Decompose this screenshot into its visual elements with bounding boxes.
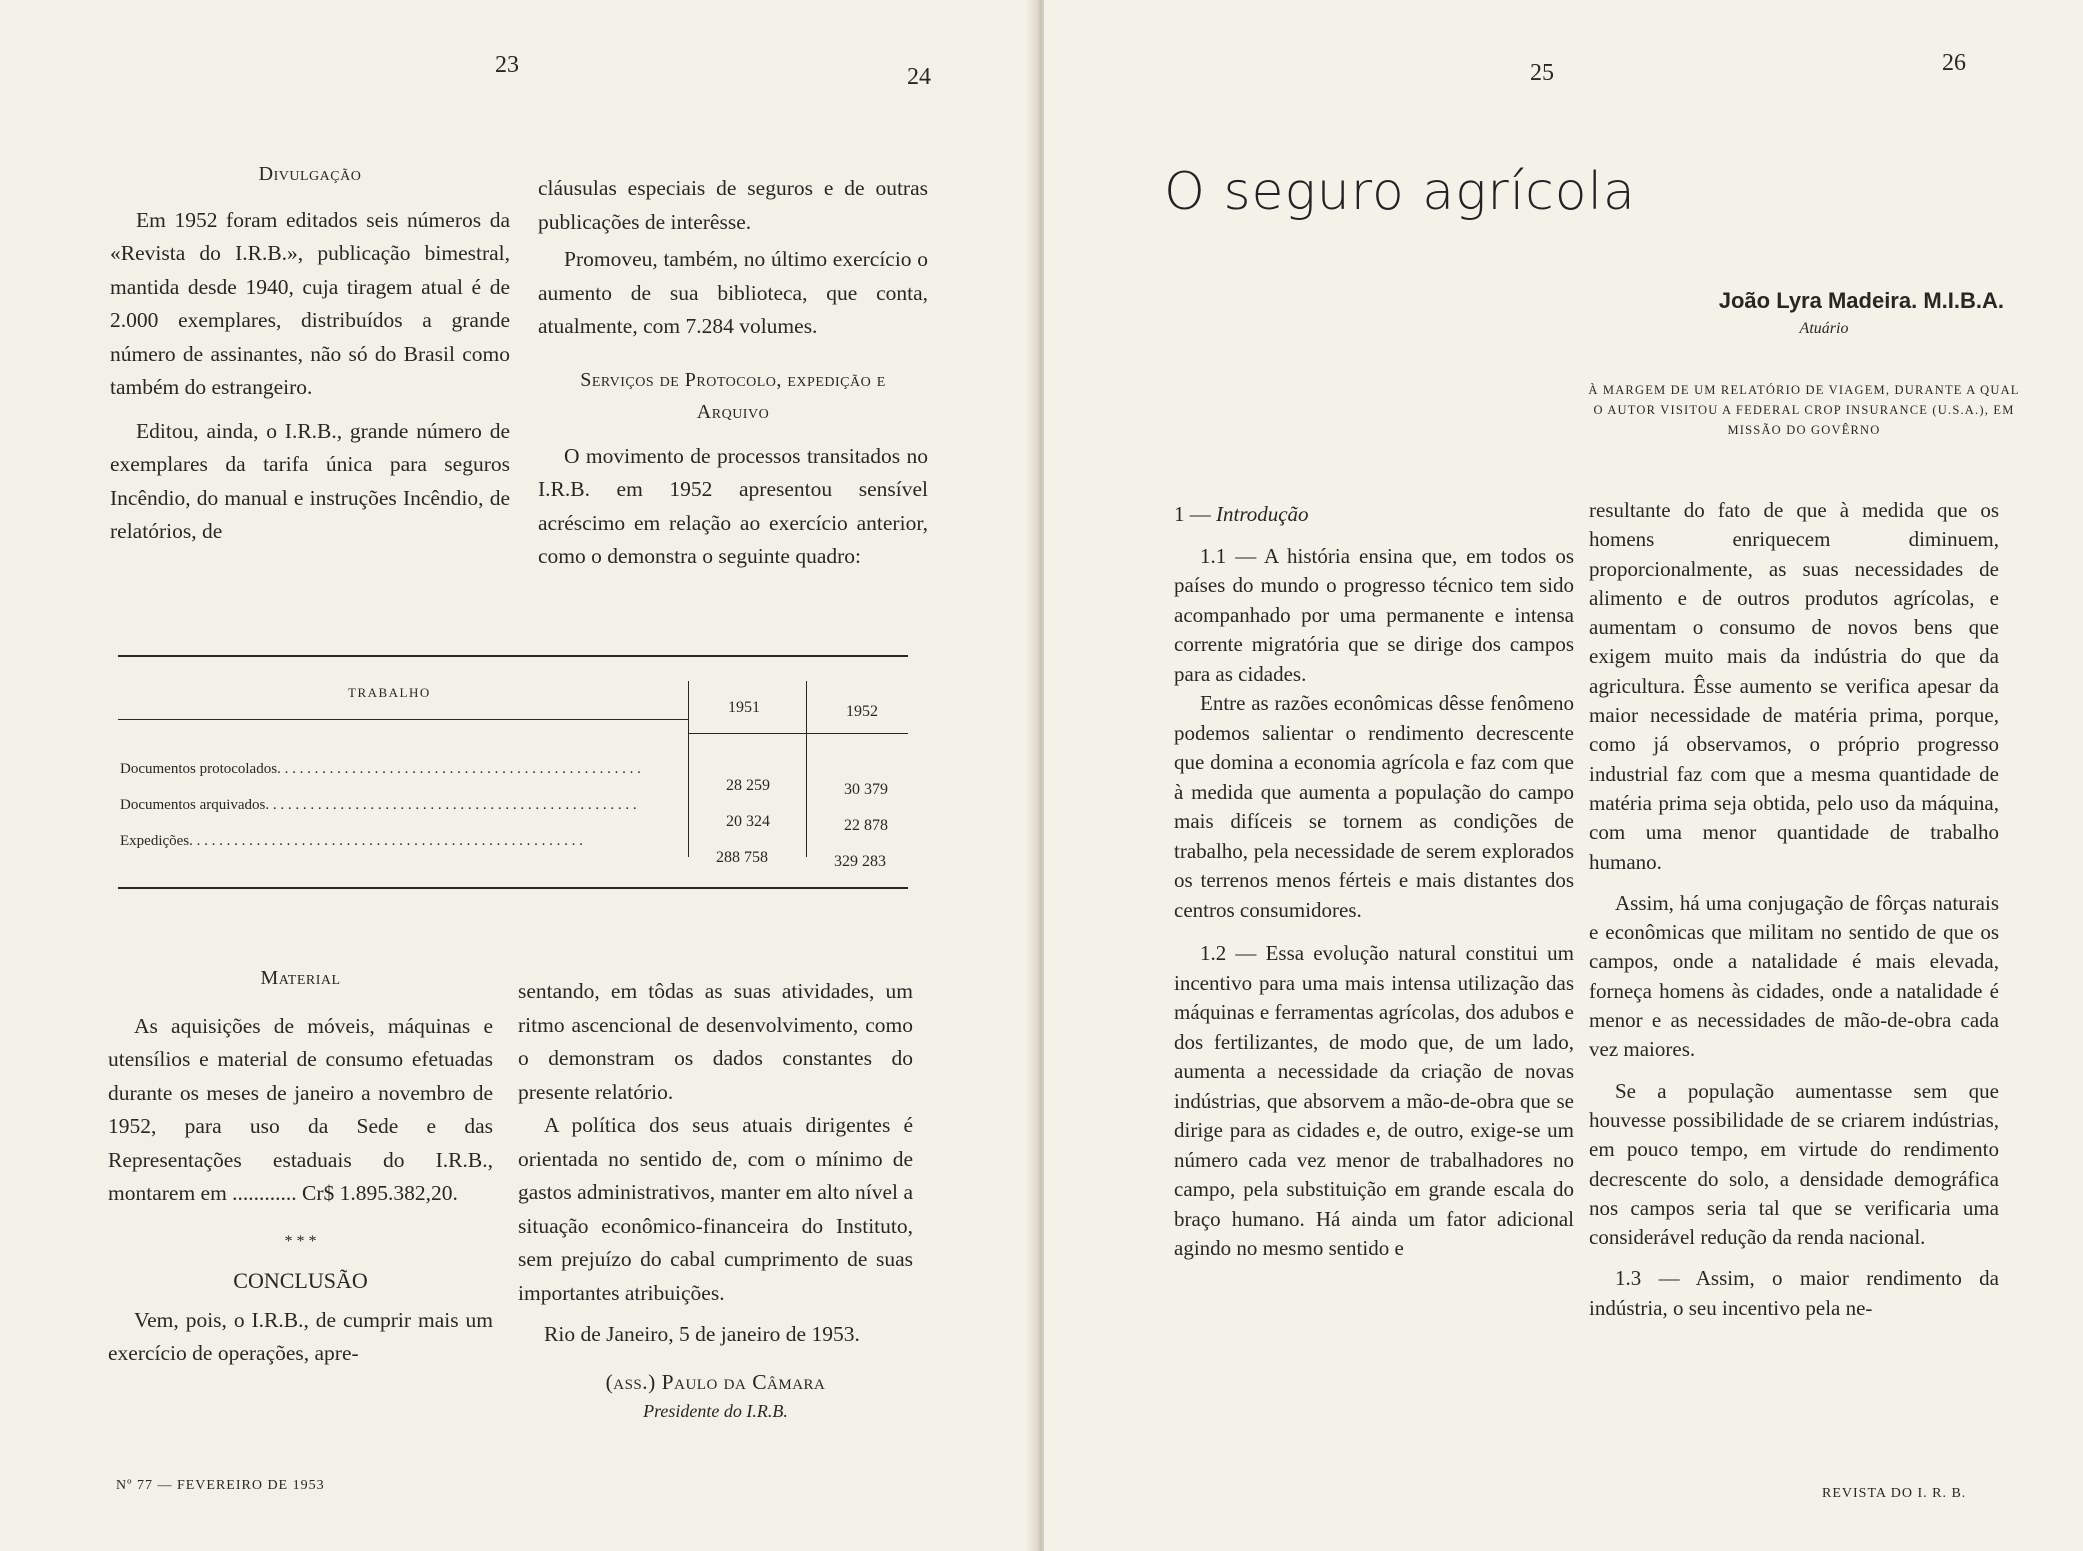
page-number: 26 [1942,50,1966,76]
paragraph: O movimento de processos transitados no I.R.B. em 1952 apresentou sensível acréscimo em relação ao exercício anterior, como o demonstra o seguinte quadro: [538,443,928,568]
article-note: À MARGEM DE UM RELATÓRIO DE VIAGEM, DURANTE A QUAL O AUTOR VISITOU A FEDERAL CROP INSURANCE (U.S.A.), EM MISSÃO DO GOVÊRNO [1588,383,2020,437]
paragraph: Em 1952 foram editados seis números da «Revista do I.R.B.», publicação bimestral, mantida desde 1940, cuja tiragem atual é de 2.000 exemplares, distribuídos a grande número de assinantes, não só do Brasil como também do estrangeiro. [110,207,510,399]
author-role: Atuário [1799,320,1849,337]
page-number: 25 [1530,60,1554,86]
paragraph: As aquisições de móveis, máquinas e utensílios e material de consumo efetuadas durante os meses de janeiro a novembro de 1952, para uso da Sede e das Representações estaduais do I.R.B., montarem em ............ Cr$ 1.895.382,20. [108,1013,493,1205]
year-header: 1952 [846,703,878,720]
page-number: 23 [495,52,519,78]
table-row: Documentos arquivados. . . . . . . . . . . . . . . . . . . . . . . . . . . . . . . . . . . . . . . . . . . . . . . . . . [120,797,637,813]
right-page [1044,0,2083,1551]
paragraph: resultante do fato de que à medida que os homens enriquecem diminuem, proporcionalmente, as suas necessidades de alimento e de outros produtos agrícolas, e aumentam o consumo de novos bens que exigem muito mais da indústria do que da agricultura. Êsse aumento se verifica apesar da maior necessidade de matéria prima, porque, como já observamos, o próprio progresso industrial faz com que a mesma quantidade de matéria prima seja obtida, pelo uso da máquina, com uma menor quantidade de trabalho humano. [1589,498,1999,874]
cell-value: 28 259 [726,777,770,794]
table-header: TRABALHO [348,685,431,700]
paragraph: 1.2 — Essa evolução natural constitui um incentivo para uma mais intensa utilização das máquinas e ferramentas agrícolas, dos adubos e dos fertilizantes, de modo que, de um lado, aumenta a necessidade da criação de novas indústrias, que absorvem a mão-de-obra que se dirige para as cidades e, de outro, exige-se um número cada vez menor de trabalhadores no campo, pela substituição em grande escala do braço humano. Há ainda um fator adicional agindo no mesmo sentido e [1174,941,1574,1260]
paragraph: Entre as razões econômicas dêsse fenômeno podemos salientar o rendimento decrescente que domina a economia agrícola e faz com que à medida que aumenta a população do campo mais difíceis se tornem as condições de trabalho, pela necessidade de serem explorados os terrenos menos férteis e mais distantes dos centros consumidores. [1174,691,1574,922]
section-heading: Material [260,967,341,989]
table-row: Expedições. . . . . . . . . . . . . . . . . . . . . . . . . . . . . . . . . . . . . . . . . . . . . . . . . . . . . [120,833,583,849]
table-row: Documentos protocolados. . . . . . . . . . . . . . . . . . . . . . . . . . . . . . . . . . . . . . . . . . . . . . . . . [120,761,641,777]
column-material [108,962,493,1371]
cell-value: 22 878 [844,817,888,834]
separator-stars: * * * [284,1232,317,1250]
cell-value: 329 283 [834,853,886,870]
column-divulgacao [110,158,510,549]
footer: Nº 77 — FEVEREIRO DE 1953 [116,1478,325,1493]
section-heading: Serviços de Protocolo, expedição e Arquivo [580,368,886,423]
heading-number: 1 — [1174,502,1211,526]
cell-value: 288 758 [716,849,768,866]
paragraph: cláusulas especiais de seguros e de outras publicações de interêsse. [538,176,928,234]
paragraph: Vem, pois, o I.R.B., de cumprir mais um exercício de operações, apre- [108,1307,493,1365]
row-label: Documentos protocolados [120,761,278,777]
paragraph: A política dos seus atuais dirigentes é orientada no sentido de, com o mínimo de gastos administrativos, manter em alto nível a situação econômico-financeira do Instituto, sem prejuízo do cabal cumprimento de suas importantes atribuições. [518,1113,913,1305]
row-label: Documentos arquivados [120,797,266,813]
paragraph: 1.3 — Assim, o maior rendimento da indústria, o seu incentivo pela ne- [1589,1266,1999,1320]
paragraph: Editou, ainda, o I.R.B., grande número de exemplares da tarifa única para seguros Incêndio, do manual e instruções Incêndio, de relatórios, de [110,418,510,543]
paragraph: Assim, há uma conjugação de fôrças naturais e econômicas que militam no sentido de que os campos, onde a natalidade é mais elevada, forneça homens às cidades, onde a natalidade é menor e as necessidades de mão-de-obra cada vez maiores. [1589,890,1999,1062]
column-introducao [1174,500,1574,1264]
paragraph: Promoveu, também, no último exercício o aumento de sua biblioteca, que conta, atualmente, com 7.284 volumes. [538,247,928,338]
page-number: 24 [907,64,931,90]
column-protocolo [538,172,928,574]
signature: (ass.) Paulo da Câmara [605,1369,826,1394]
section-heading: CONCLUSÃO [233,1268,368,1293]
cell-value: 30 379 [844,781,888,798]
article-title: O seguro agrícola [1164,162,1636,222]
year-header: 1951 [728,699,760,716]
signature-title: Presidente do I.R.B. [643,1401,788,1421]
author-name: João Lyra Madeira. M.I.B.A. [1718,288,2004,313]
statistics-table [118,655,908,915]
footer: REVISTA DO I. R. B. [1822,1486,1967,1501]
column-continuation [1589,496,1999,1323]
paragraph: 1.1 — A história ensina que, em todos os países do mundo o progresso técnico tem sido acompanhado por uma permanente e intensa corrente migratória que se dirige dos campos para as cidades. [1174,543,1574,686]
section-heading [1174,500,1574,530]
left-page [0,0,1038,1551]
heading-text: Introdução [1216,502,1309,526]
row-label: Expedições [120,833,190,849]
column-conclusao [518,975,913,1423]
cell-value: 20 324 [726,813,770,830]
section-heading: Divulgação [258,163,362,185]
paragraph: Se a população aumentasse sem que houvesse possibilidade de se criarem indústrias, em pouco tempo, em virtude do rendimento decrescente do solo, a densidade demográfica nos campos seria tal que se verificaria uma considerável redução da renda nacional. [1589,1078,1999,1250]
paragraph: sentando, em tôdas as suas atividades, um ritmo ascencional de desenvolvimento, como o demonstram os dados constantes do presente relatório. [518,979,913,1104]
paragraph: Rio de Janeiro, 5 de janeiro de 1953. [544,1322,860,1346]
